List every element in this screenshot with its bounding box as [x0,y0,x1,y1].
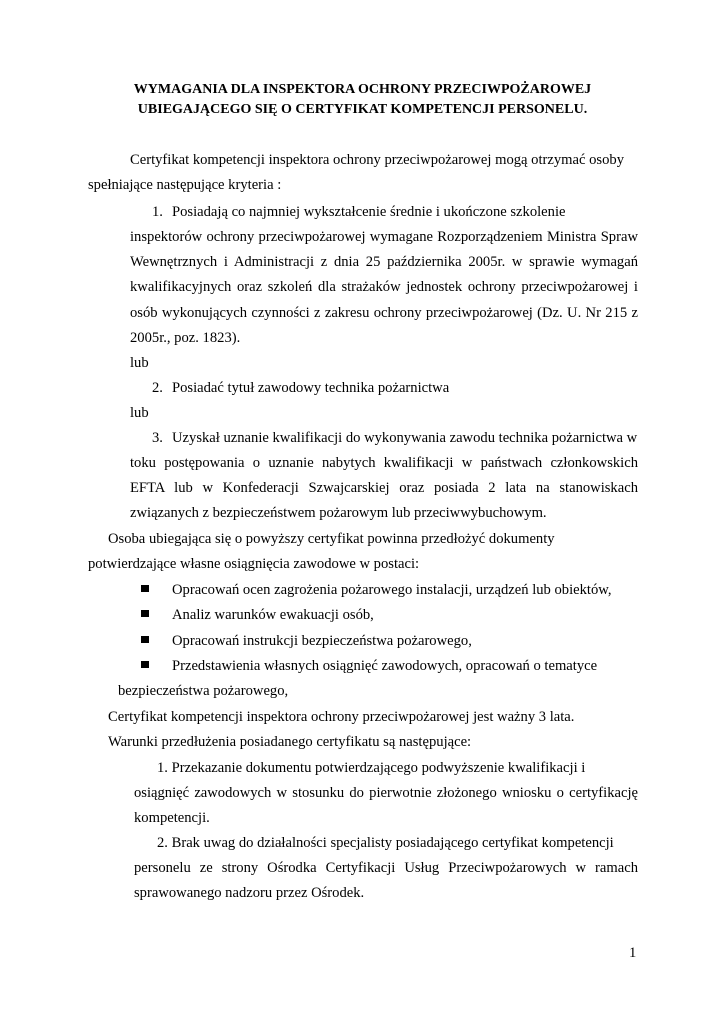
intro-line-2: spełniające następujące kryteria : [88,177,282,193]
bullet-icon [141,636,149,643]
intro-line-1: Certyfikat kompetencji inspektora ochrony przeciwpożarowej mogą otrzymać osoby [130,152,624,168]
criterion-1-first-line: Posiadają co najmniej wykształcenie średnie i ukończone szkolenie [172,204,566,220]
criterion-3-number: 3. [152,430,163,446]
extension-intro: Warunki przedłużenia posiadanego certyfikatu są następujące: [108,734,472,750]
documents-intro-line-1: Osoba ubiegająca się o powyższy certyfikat powinna przedłożyć dokumenty [108,531,555,547]
or-word-1: lub [130,355,149,371]
bullet-icon [141,661,149,668]
page-number: 1 [629,945,637,961]
document-item-4-continuation: bezpieczeństwa pożarowego, [118,683,289,699]
criterion-2-number: 2. [152,380,163,396]
document-item-2: Analiz warunków ewakuacji osób, [172,607,374,623]
bullet-icon [141,585,149,592]
document-title [90,80,635,120]
criterion-1-text: inspektorów ochrony przeciwpożarowej wymagane Rozporządzeniem Ministra Spraw Wewnętrznych i Administracji z dnia 25 października 2005r. w sprawie wymagań kwalifikacyjnych oraz szkoleń dla strażaków jednostek ochrony przeciwpożarowej i osób wykonujących czynności z zakresu ochrony przeciwpożarowej (Dz. U. Nr 215 z 2005r., poz. 1823). [130,229,638,346]
criterion-3-first-line: Uzyskał uznanie kwalifikacji do wykonywania zawodu technika pożarnictwa w [172,430,638,446]
documents-intro-line-2: potwierdzające własne osiągnięcia zawodowe w postaci: [88,556,420,572]
document-item-4: Przedstawienia własnych osiągnięć zawodowych, opracowań o tematyce [172,658,598,674]
or-word-2: lub [130,405,149,421]
extension-item-2-first-line: 2. Brak uwag do działalności specjalisty posiadającego certyfikat kompetencji [157,835,614,851]
validity-statement: Certyfikat kompetencji inspektora ochrony przeciwpożarowej jest ważny 3 lata. [108,709,575,725]
document-item-3: Opracowań instrukcji bezpieczeństwa pożarowego, [172,633,472,649]
criterion-3-text: toku postępowania o uznanie nabytych kwalifikacji w państwach członkowskich EFTA lub w Konfederacji Szwajcarskiej oraz posiada 2 lata na stanowiskach związanych z bezpieczeństwem pożarowym lub przeciwwybuchowym. [130,455,638,522]
extension-item-1-text: osiągnięć zawodowych w stosunku do pierwotnie złożonego wniosku o certyfikację kompetencji. [134,785,638,827]
document-item-1: Opracowań ocen zagrożenia pożarowego instalacji, urządzeń lub obiektów, [172,582,612,598]
bullet-icon [141,610,149,617]
criterion-2-first-line: Posiadać tytuł zawodowy technika pożarnictwa [172,380,450,396]
title-line-1: WYMAGANIA DLA INSPEKTORA OCHRONY PRZECIWPOŻAROWEJ [133,82,592,97]
criterion-1-number: 1. [152,204,163,220]
extension-item-2-text: personelu ze strony Ośrodka Certyfikacji Usług Przeciwpożarowych w ramach sprawowanego nadzoru przez Ośrodek. [134,860,638,902]
extension-item-1-first-line: 1. Przekazanie dokumentu potwierdzającego podwyższenie kwalifikacji i [157,760,586,776]
title-line-2: UBIEGAJĄCEGO SIĘ O CERTYFIKAT KOMPETENCJI PERSONELU. [137,102,588,117]
